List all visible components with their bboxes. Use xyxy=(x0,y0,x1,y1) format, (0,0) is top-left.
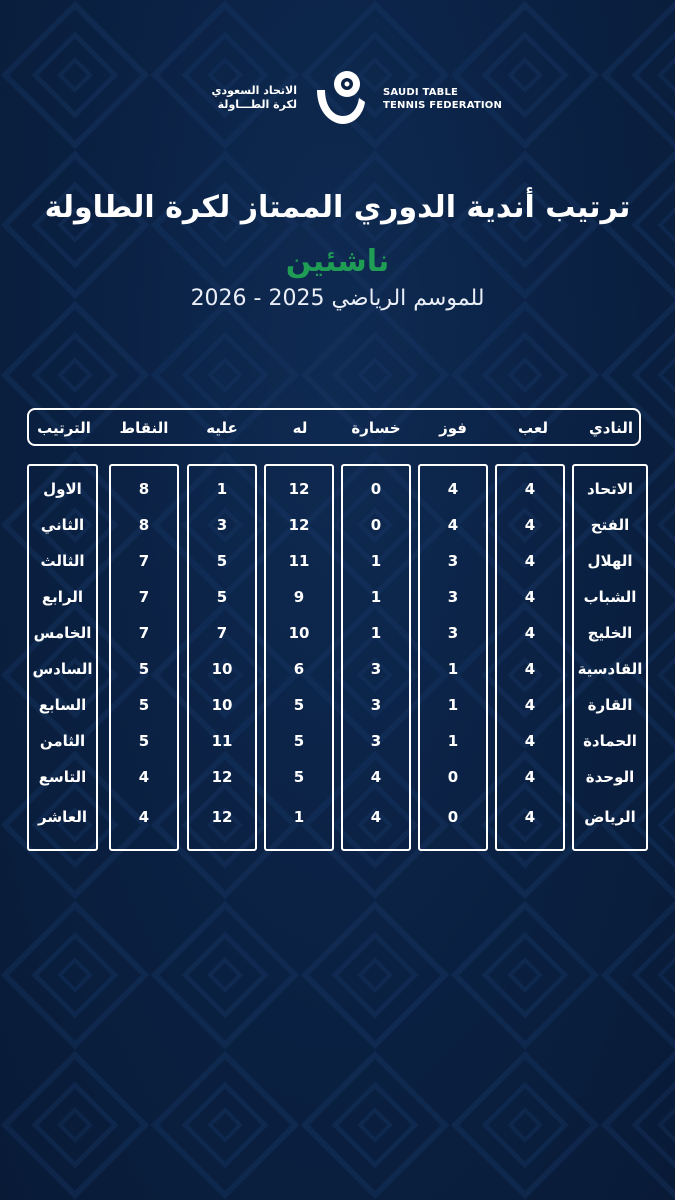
cell-for: 5 xyxy=(293,732,305,750)
cell-played: 4 xyxy=(524,624,536,642)
cell-points: 5 xyxy=(138,660,150,678)
header-for: له xyxy=(292,419,308,437)
column-against xyxy=(187,464,257,851)
cell-played: 4 xyxy=(524,516,536,534)
cell-played: 4 xyxy=(524,768,536,786)
cell-lost: 1 xyxy=(370,552,382,570)
cell-won: 3 xyxy=(447,624,459,642)
logo-english-line2: TENNIS FEDERATION xyxy=(383,100,503,111)
column-points xyxy=(109,464,179,851)
logo-english-line1: SAUDI TABLE xyxy=(383,87,459,98)
logo-arabic-line1: الاتحاد السعودي xyxy=(211,84,297,97)
cell-played: 4 xyxy=(524,732,536,750)
cell-lost: 1 xyxy=(370,588,382,606)
header-club: النادي xyxy=(589,419,633,437)
cell-lost: 3 xyxy=(370,696,382,714)
cell-points: 7 xyxy=(138,624,150,642)
cell-against: 5 xyxy=(216,588,228,606)
column-club xyxy=(572,464,648,851)
cell-played: 4 xyxy=(524,552,536,570)
cell-rank: الثاني xyxy=(40,516,85,534)
cell-rank: الثامن xyxy=(39,732,86,750)
cell-lost: 4 xyxy=(370,808,382,826)
cell-club: الحمادة xyxy=(583,732,637,750)
column-lost xyxy=(341,464,411,851)
cell-for: 9 xyxy=(293,588,305,606)
cell-rank: السابع xyxy=(38,696,87,714)
cell-club: الفتح xyxy=(590,516,630,534)
header-rank: الترتيب xyxy=(37,419,91,437)
cell-for: 6 xyxy=(293,660,305,678)
cell-rank: الرابع xyxy=(41,588,84,606)
cell-rank: الثالث xyxy=(40,552,85,570)
cell-against: 5 xyxy=(216,552,228,570)
cell-lost: 4 xyxy=(370,768,382,786)
cell-won: 1 xyxy=(447,660,459,678)
cell-won: 0 xyxy=(447,768,459,786)
cell-played: 4 xyxy=(524,480,536,498)
cell-for: 12 xyxy=(288,516,310,534)
cell-points: 5 xyxy=(138,696,150,714)
cell-against: 10 xyxy=(211,660,233,678)
cell-rank: الاول xyxy=(43,480,82,498)
cell-for: 11 xyxy=(288,552,310,570)
header-won: فوز xyxy=(439,419,467,437)
cell-club: الهلال xyxy=(587,552,633,570)
column-rank xyxy=(27,464,98,851)
cell-lost: 3 xyxy=(370,660,382,678)
cell-played: 4 xyxy=(524,808,536,826)
cell-lost: 3 xyxy=(370,732,382,750)
federation-logo xyxy=(0,66,675,130)
cell-against: 10 xyxy=(211,696,233,714)
cell-club: الخليج xyxy=(587,624,633,642)
cell-points: 5 xyxy=(138,732,150,750)
cell-played: 4 xyxy=(524,696,536,714)
table-header xyxy=(27,408,641,446)
logo-arabic-line2: لكرة الطـــاولة xyxy=(217,98,297,111)
header-points: النقاط xyxy=(119,419,169,437)
cell-against: 11 xyxy=(211,732,233,750)
cell-club: الوحدة xyxy=(585,768,635,786)
cell-won: 1 xyxy=(447,696,459,714)
cell-points: 8 xyxy=(138,480,150,498)
cell-club: القارة xyxy=(587,696,633,714)
cell-for: 5 xyxy=(293,696,305,714)
cell-won: 1 xyxy=(447,732,459,750)
column-played xyxy=(495,464,565,851)
cell-against: 1 xyxy=(216,480,228,498)
cell-played: 4 xyxy=(524,588,536,606)
cell-points: 7 xyxy=(138,552,150,570)
cell-club: الرياض xyxy=(584,808,636,826)
season-label: للموسم الرياضي 2025 - 2026 xyxy=(190,286,485,311)
cell-for: 1 xyxy=(293,808,305,826)
cell-against: 12 xyxy=(211,808,233,826)
category-subtitle: ناشئين xyxy=(285,244,390,279)
cell-against: 7 xyxy=(216,624,228,642)
cell-for: 5 xyxy=(293,768,305,786)
cell-won: 3 xyxy=(447,552,459,570)
cell-club: القادسية xyxy=(577,660,643,678)
column-won xyxy=(418,464,488,851)
cell-lost: 1 xyxy=(370,624,382,642)
cell-lost: 0 xyxy=(370,480,382,498)
federation-emblem-icon xyxy=(313,68,369,126)
cell-against: 12 xyxy=(211,768,233,786)
cell-lost: 0 xyxy=(370,516,382,534)
cell-club: الشباب xyxy=(583,588,637,606)
cell-rank: التاسع xyxy=(38,768,87,786)
column-for xyxy=(264,464,334,851)
cell-rank: الخامس xyxy=(33,624,92,642)
header-played: لعب xyxy=(518,419,548,437)
page-title: ترتيب أندية الدوري الممتاز لكرة الطاولة xyxy=(44,190,631,225)
logo-arabic-text xyxy=(177,84,297,112)
cell-won: 4 xyxy=(447,516,459,534)
cell-rank: العاشر xyxy=(38,808,87,826)
cell-for: 10 xyxy=(288,624,310,642)
cell-played: 4 xyxy=(524,660,536,678)
cell-points: 7 xyxy=(138,588,150,606)
logo-english-text xyxy=(383,86,502,112)
cell-points: 8 xyxy=(138,516,150,534)
cell-club: الاتحاد xyxy=(586,480,634,498)
cell-rank: السادس xyxy=(32,660,93,678)
cell-for: 12 xyxy=(288,480,310,498)
cell-won: 0 xyxy=(447,808,459,826)
cell-won: 4 xyxy=(447,480,459,498)
cell-points: 4 xyxy=(138,808,150,826)
header-against: عليه xyxy=(206,419,238,437)
header-lost: خسارة xyxy=(351,419,401,437)
cell-against: 3 xyxy=(216,516,228,534)
cell-points: 4 xyxy=(138,768,150,786)
cell-won: 3 xyxy=(447,588,459,606)
